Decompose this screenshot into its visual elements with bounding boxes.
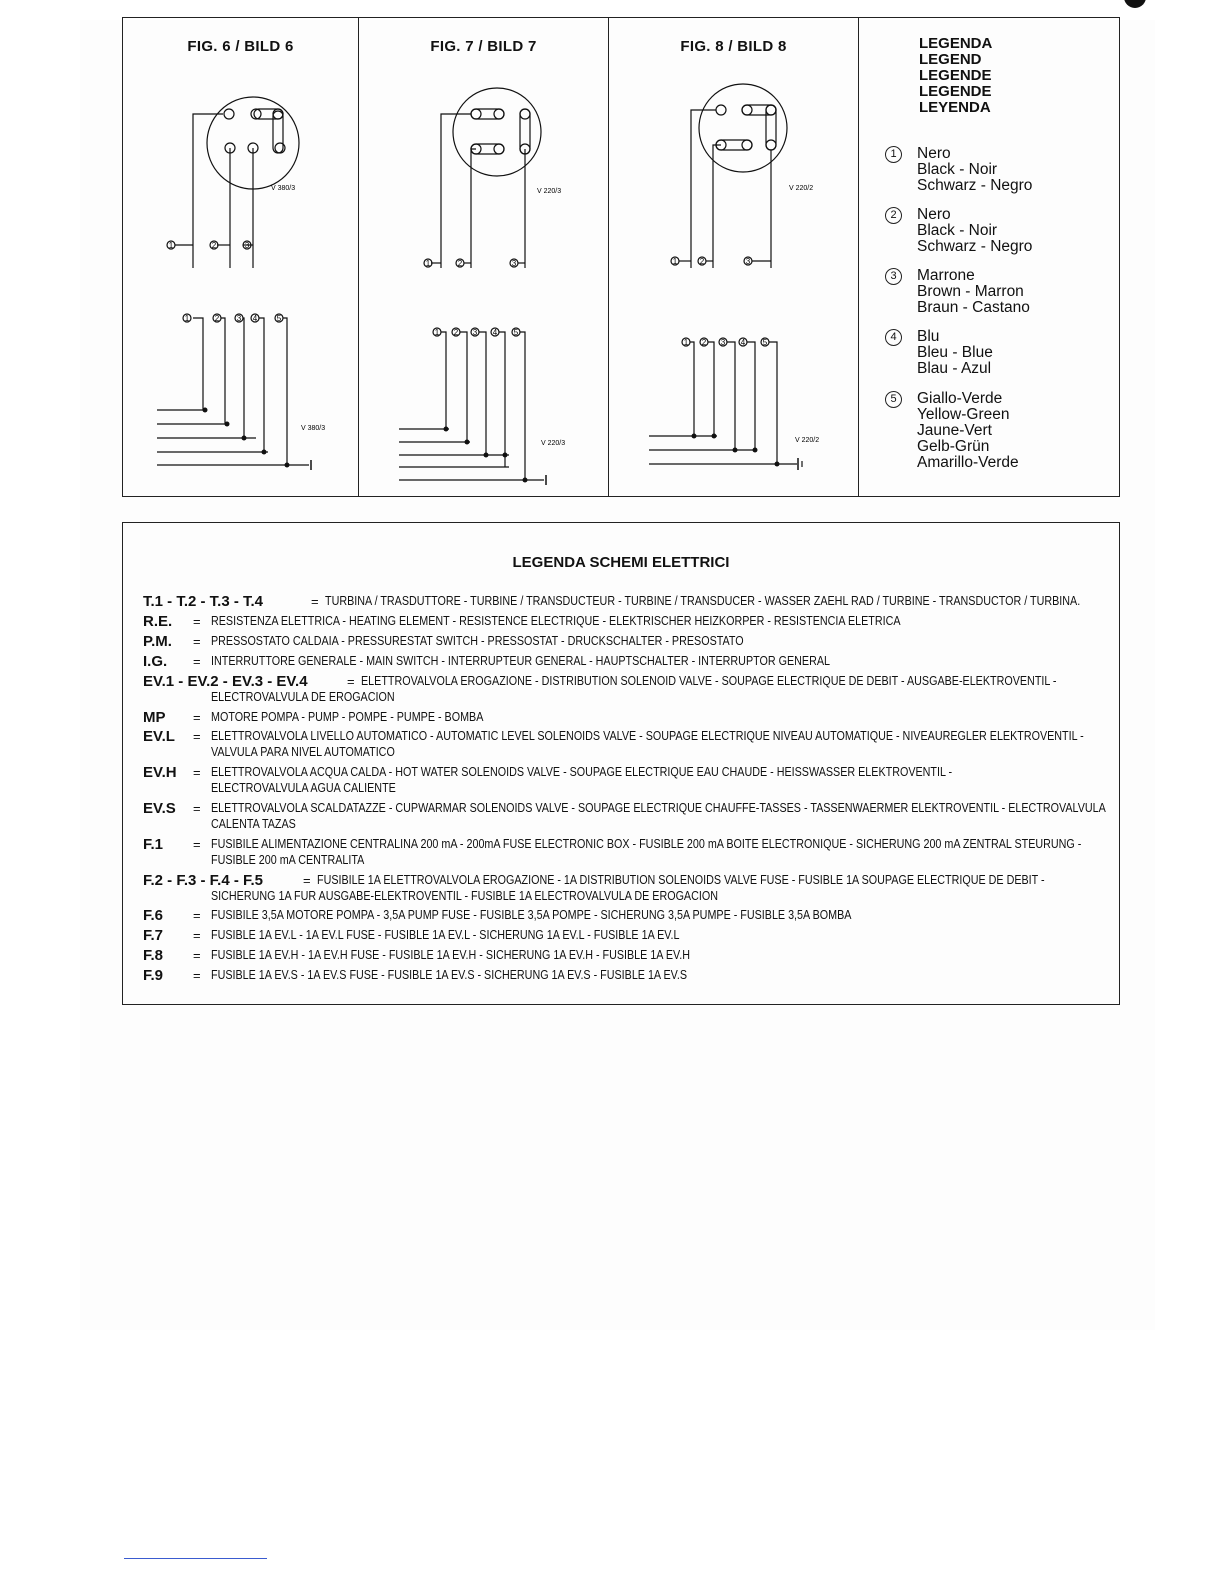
svg-text:5: 5 [513,328,519,337]
svg-text:2: 2 [701,338,707,347]
plug-pin [224,109,234,119]
svg-text:3: 3 [720,338,726,347]
legend-number: 4 [885,329,902,346]
figure-6-title: FIG. 6 / BILD 6 [187,38,294,55]
plug-voltage-label: V 220/2 [789,185,814,192]
figure-8 [609,18,859,496]
svg-text:1: 1 [672,257,678,266]
svg-text:2: 2 [211,241,217,250]
svg-text:4: 4 [740,338,746,347]
svg-text:4: 4 [252,314,258,323]
figure-7 [359,18,609,496]
svg-text:5: 5 [762,338,768,347]
wiring-schematic-legend: LEGENDA SCHEMI ELETTRICI T.1 - T.2 - T.3 - T.4 = TURBINA / TRASDUTTORE - TURBINE / TRANSDUCTEUR - TURBINE / TRANSDUCER - WASSER ZAEHL RAD / TURBINE - TRANSDUCTOR / TURBINA. R.E. = RESISTENZA ELETTRICA - HEATING ELEMENT - RESISTENCE ELECTRIQUE - ELEKTRISCHER HEIZKORPER - RESISTENCIA ELETRICA P.M. = PRESSOSTATO CALDAIA - PRESSURESTAT SWITCH - PRESSOSTAT - DRUCKSCHALTER - PRESOSTATO I.G. = INTERRUTTORE GENERALE - MAIN SWITCH - INTERRUPTEUR GENERAL - HAUPTSCHALTER - INTERRUPTOR GENERAL EV.1 - EV.2 - EV.3 - EV.4 = ELETTROVALVOLA EROGAZIONE - DISTRIBUTION SOLENOID VALVE - SOUPAGE ELECTRIQUE DE DEBIT - AUSGABE-ELEKTROVENTIL - ELECTROVALVULA DE EROGACION MP = MOTORE POMPA - PUMP - POMPE - PUMPE - BOMBA EV.L = ELETTROVALVOLA LIVELLO AUTOMATICO - AUTOMATIC LEVEL SOLENOIDS VALVE - SOUPAGE ELECTRIQUE NIVEAU AUTOMATIQUE - NIVEAUREGLER ELEKTROVENTIL - VALVULA PARA NIVEL AUTOMATICO EV.H = ELETTROVALVOLA ACQUA CALDA - HOT WATER SOLENOIDS VALVE - SOUPAGE ELECTRIQUE EAU CHAUDE - HEISSWASSER ELEKTROVENTIL - ELECTROVALVULA AGUA CALIENTE EV.S = ELETTROVALVOLA SCALDATAZZE - CUPWARMAR SOLENOIDS VALVE - SOUPAGE ELECTRIQUE CHAUFFE-TASSES - TASSENWAERMER ELEKTROVENTIL - ELECTROVALVULA CALENTA TAZAS F.1 = FUSIBILE ALIMENTAZIONE CENTRALINA 200 mA - 200mA FUSE ELECTRONIC BOX - FUSIBLE 200 mA BOITE ELECTRONIQUE - SICHERUNG 200 mA ZENTRAL STEURUNG - FUSIBLE 200 mA CENTRALITA F.2 - F.3 - F.4 - F.5 = FUSIBILE 1A ELETTROVALVOLA EROGAZIONE - 1A DISTRIBUTION SOLENOIDS VALVE FUSE - FUSIBLE 1A SOUPAGE ELECTRIQUE DE DEBIT - SICHERUNG 1A FUR AUSGABE-ELEKTROVENTIL - FUSIBLE 1A ELECTROVALVULA DE EROGACION F.6 = FUSIBILE 3,5A MOTORE POMPA - 3,5A PUMP FUSE - FUSIBLE 3,5A POMPE - SICHERUNG 3,5A PUMPE - FUSIBLE 3,5A BOMBA F.7 = FUSIBLE 1A EV.L - 1A EV.L FUSE - FUSIBLE 1A EV.L - SICHERUNG 1A EV.L - FUSIBLE 1A EV.L F.8 = FUSIBLE 1A EV.H - 1A EV.H FUSE - FUSIBLE 1A EV.H - SICHERUNG 1A EV.H - FUSIBLE 1A EV.H F.9 = FUSIBLE 1A EV.S - 1A EV.S FUSE - FUSIBLE 1A EV.S - SICHERUNG 1A EV.S - FUSIBLE 1A EV.S [122,522,1120,1005]
figure-7-diagram [359,18,609,498]
svg-text:1: 1 [425,259,431,268]
wiring-figures-panel [122,17,1120,497]
svg-text:3: 3 [236,314,242,323]
figure-6-diagram [123,18,359,498]
legend-number: 2 [885,207,902,224]
svg-text:1: 1 [434,328,440,337]
svg-text:1: 1 [184,314,190,323]
figure-8-title: FIG. 8 / BILD 8 [680,38,787,55]
svg-text:3: 3 [472,328,478,337]
plug-bridge [520,109,530,154]
svg-text:5: 5 [276,314,282,323]
svg-text:2: 2 [699,257,705,266]
figure-7-title: FIG. 7 / BILD 7 [430,38,537,55]
legend-number: 1 [885,146,902,163]
plug-voltage-label: V 380/3 [271,185,296,192]
color-legend: LEGENDA LEGEND LEGENDE LEGENDE LEYENDA 1 Nero Black - Noir Schwarz - Negro 2 Nero Black - Noir Schwarz - Negro 3 Marrone Brown - Marron Braun - Castano 4 Blu Bleu - Blue Blau - Azul 5 Giallo-Verde Yellow-Green Jaune-Vert Gelb-Grün Amarillo-Verde [859,18,1121,496]
svg-text:1: 1 [683,338,689,347]
svg-text:4: 4 [492,328,498,337]
plug-bridge [766,105,776,150]
plug-socket-outline [699,84,787,172]
page-corner-mark [1124,0,1146,8]
plug-bridge [716,140,752,150]
schemi-title: LEGENDA SCHEMI ELETTRICI [512,554,730,571]
figure-6 [123,18,359,496]
plug-bridge [471,109,504,119]
svg-text:3: 3 [745,257,751,266]
legend-number: 5 [885,391,902,408]
terminal-voltage-label: V 220/2 [795,437,820,444]
schemi-text: TURBINA / TRASDUTTORE - TURBINE / TRANSDUCTEUR - TURBINE / TRANSDUCER - WASSER ZAEHL RAD / TURBINE - TRANSDUCTOR / TURBINA. [325,594,1081,608]
legend-number: 3 [885,268,902,285]
plug-pin [716,105,726,115]
svg-text:1: 1 [168,241,174,250]
figure-8-diagram [609,18,859,498]
terminal-voltage-label: V 380/3 [301,425,326,432]
terminal-voltage-label: V 220/3 [541,440,566,447]
svg-text:2: 2 [453,328,459,337]
plug-bridge [742,105,776,115]
footer-rule [124,1558,267,1559]
plug-voltage-label: V 220/3 [537,188,562,195]
svg-text:2: 2 [214,314,220,323]
plug-socket-outline [453,88,541,176]
svg-text:2: 2 [457,259,463,268]
svg-text:3: 3 [511,259,517,268]
schemi-code: T.1 - T.2 - T.3 - T.4 [143,593,264,610]
svg-text:3: 3 [244,241,250,250]
legend-titles: LEGENDA LEGEND LEGENDE LEGENDE LEYENDA [919,35,993,116]
